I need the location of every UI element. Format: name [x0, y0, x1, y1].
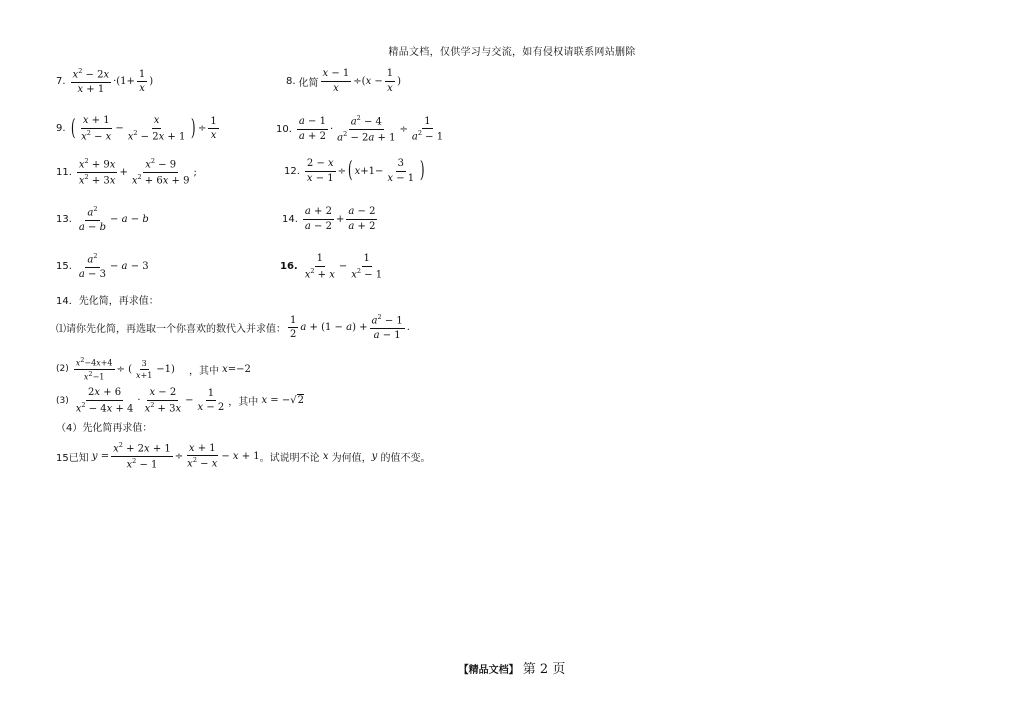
sub-problem-3: (3) $\frac{2x + 6}{x^2 - 4x + 4}$ · $\frac{x - 2}{x^2 + 3x}$ − $\frac{1}{x - 2}$ ，其中 x = −√2	[56, 387, 304, 414]
condition-text: ，其中	[228, 397, 259, 409]
problem-13: 13. $\frac{a^2}{a - b}$ − a − b	[56, 205, 149, 233]
problem-12: 12. $\frac{2 - x}{x - 1}$ ÷ ( x+1− $\frac{3}{x - 1}$ )	[284, 158, 425, 184]
problem-number: 11.	[56, 166, 72, 178]
problem-text: ⑴请你先化简，再选取一个你喜欢的数代入并求值：	[56, 324, 286, 336]
problem-text: 化简	[298, 77, 319, 89]
problem-number: 13.	[56, 214, 72, 226]
problem-11: 11. $\frac{x^2 + 9x}{x^2 + 3x}$ + $\frac{x^2 - 9}{x^2 + 6x + 9}$ ;	[56, 157, 197, 187]
footer-tag: 【精品文档】	[458, 665, 519, 676]
problem-text: 15已知	[56, 452, 89, 464]
problem-text: 为何值，	[331, 452, 372, 464]
problem-14: 14. $\frac{a + 2}{a - 2}$ + $\frac{a - 2}{a + 2}$	[282, 206, 376, 232]
problem-number: 14.	[282, 213, 298, 225]
sub-problem-1: ⑴请你先化简，再选取一个你喜欢的数代入并求值： $\frac{1}{2}$ a + (1 − a) + $\frac{a^2 - 1}{a - 1}$ .	[56, 313, 410, 341]
problem-number: 10.	[276, 123, 292, 135]
problem-text: 的值不变。	[380, 452, 431, 464]
problem-number: 8.	[286, 75, 296, 87]
sub-problem-2: (2) $\frac{x^2-4x+4}{x^2-1}$ ÷ ( $\frac{3}{x+1}$ −1) ，其中 x=−2	[56, 356, 251, 382]
problem-10: 10. $\frac{a - 1}{a + 2}$ · $\frac{a^2 - 4}{a^2 - 2a + 1}$ ÷ $\frac{1}{a^2 - 1}$	[276, 114, 444, 144]
page-footer	[0, 658, 1024, 677]
problem-15: 15. $\frac{a^2}{a - 3}$ − a − 3	[56, 252, 149, 280]
problem-8: 8. 化简 $\frac{x - 1}{x}$ ÷(x − $\frac{1}{x}$ )	[286, 68, 402, 94]
problem-15-statement: 15已知 y = $\frac{x^2 + 2x + 1}{x^2 - 1}$ ÷ $\frac{x + 1}{x^2 - x}$ − x + 1 。试说明不论 x 为何值， y 的值不变。	[56, 441, 431, 471]
problem-number: 9.	[56, 123, 66, 135]
problem-16: 16. $\frac{1}{x^2 + x}$ − $\frac{1}{x^2 - 1}$	[280, 253, 383, 280]
sub-problem-4-heading: （4）先化简再求值：	[56, 423, 153, 434]
problem-number: 15.	[56, 261, 72, 273]
problem-9: 9. ( $\frac{x + 1}{x^2 - x}$ − $\frac{x}{x^2 - 2x + 1}$ ) ÷ $\frac{1}{x}$	[56, 115, 217, 142]
problem-number: (2)	[56, 364, 69, 375]
page-number: 第 2 页	[522, 662, 566, 677]
condition-text: ，其中	[188, 365, 219, 377]
problem-number: 7.	[56, 76, 66, 88]
problem-number: 16.	[280, 261, 298, 273]
problem-number: (3)	[56, 395, 69, 406]
page-header: 精品文档，仅供学习与交流，如有侵权请联系网站删除	[388, 47, 636, 58]
section-heading: 14．先化简，再求值：	[56, 296, 159, 307]
problem-text: 。试说明不论	[259, 452, 320, 464]
problem-7: 7. $\frac{x^2 - 2x}{x + 1}$ ·(1+ $\frac{1}{x}$ )	[56, 67, 154, 95]
problem-number: 12.	[284, 165, 300, 177]
